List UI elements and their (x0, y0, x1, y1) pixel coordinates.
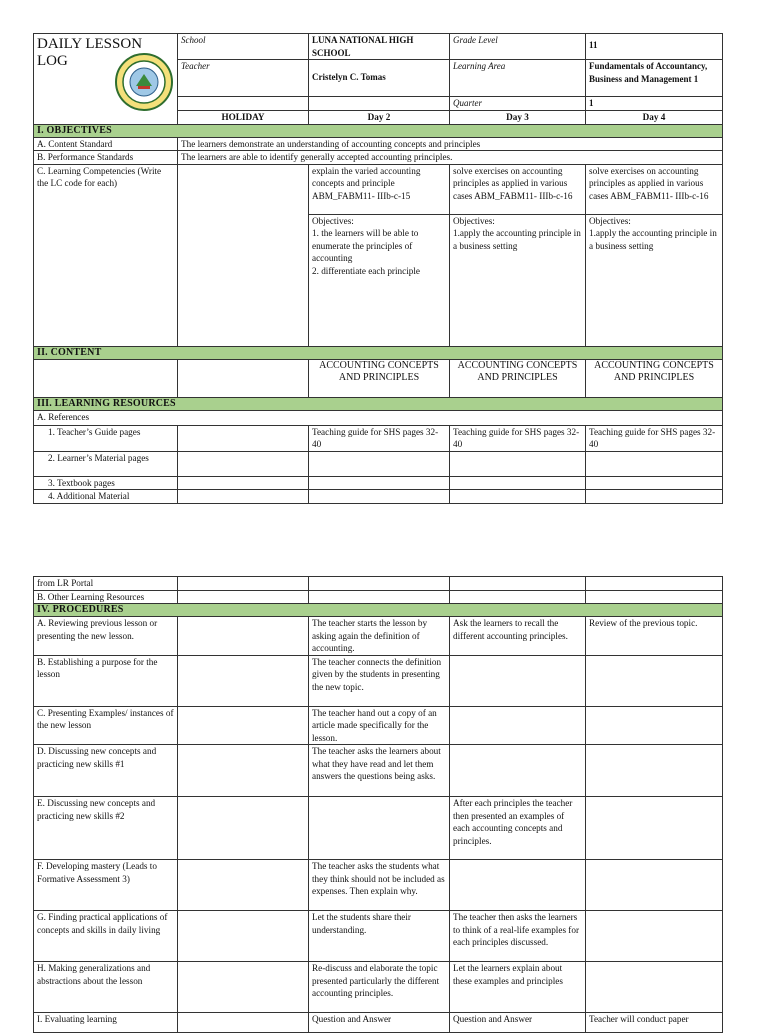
blank-cell (450, 490, 586, 504)
tg-day4: Teaching guide for SHS pages 32-40 (586, 425, 723, 451)
procedure-day4 (586, 745, 723, 797)
blank-cell (178, 97, 309, 111)
procedure-day1 (178, 745, 309, 797)
procedure-day2: Re-discuss and elaborate the topic presented particularly the different accounting principles. (309, 962, 450, 1013)
blank-cell (309, 590, 450, 604)
procedure-label: G. Finding practical applications of concepts and skills in daily living (34, 911, 178, 962)
day-header-2: Day 2 (309, 110, 450, 124)
procedure-day4 (586, 962, 723, 1013)
procedure-row (34, 797, 723, 860)
procedure-day1 (178, 1013, 309, 1033)
procedure-day2: The teacher asks the learners about what they have read and let them answers the questions being asks. (309, 745, 450, 797)
teachers-guide-label: 1. Teacher’s Guide pages (34, 425, 178, 451)
procedure-row (34, 911, 723, 962)
objectives-day3: Objectives: 1.apply the accounting principle in a business setting (450, 214, 586, 346)
procedure-day1 (178, 706, 309, 745)
section-heading-content: II. CONTENT (34, 346, 723, 359)
objectives-day4: Objectives: 1.apply the accounting principle in a business setting (586, 214, 723, 346)
procedure-row (34, 962, 723, 1013)
competency-day1 (178, 164, 309, 346)
procedure-row (34, 655, 723, 706)
school-value: LUNA NATIONAL HIGH SCHOOL (309, 34, 450, 60)
procedure-day3 (450, 706, 586, 745)
procedure-day2: Question and Answer (309, 1013, 450, 1033)
blank-cell (309, 451, 450, 476)
blank-cell (586, 490, 723, 504)
lr-portal-label: from LR Portal (34, 577, 178, 591)
content-standard-label: A. Content Standard (34, 137, 178, 151)
procedure-label: A. Reviewing previous lesson or presenting the new lesson. (34, 617, 178, 656)
procedure-day4 (586, 706, 723, 745)
procedure-day4: Review of the previous topic. (586, 617, 723, 656)
procedure-day2: The teacher asks the students what they think should not be included as expenses. Then explain why. (309, 860, 450, 911)
grade-level-label: Grade Level (450, 34, 586, 60)
section-heading-procedures: IV. PROCEDURES (34, 604, 723, 617)
blank-cell (450, 577, 586, 591)
tg-day1 (178, 425, 309, 451)
topic-day4: ACCOUNTING CONCEPTS AND PRINCIPLES (586, 359, 723, 397)
references-label: A. References (34, 410, 723, 425)
header-title-cell (34, 34, 178, 125)
procedure-day1 (178, 911, 309, 962)
procedure-day4 (586, 797, 723, 860)
additional-material-label: 4. Additional Material (34, 490, 178, 504)
learning-area-label: Learning Area (450, 60, 586, 97)
procedure-label: E. Discussing new concepts and practicing new skills #2 (34, 797, 178, 860)
other-resources-label: B. Other Learning Resources (34, 590, 178, 604)
textbook-label: 3. Textbook pages (34, 476, 178, 490)
procedure-label: C. Presenting Examples/ instances of the new lesson (34, 706, 178, 745)
procedure-label: I. Evaluating learning (34, 1013, 178, 1033)
procedure-row (34, 860, 723, 911)
competency-day4: solve exercises on accounting principles as applied in various cases ABM_FABM11- IIIb-c-16 (586, 164, 723, 214)
procedure-label: F. Developing mastery (Leads to Formative Assessment 3) (34, 860, 178, 911)
procedure-day2: The teacher starts the lesson by asking again the definition of accounting. (309, 617, 450, 656)
blank-cell (309, 97, 450, 111)
procedure-day1 (178, 797, 309, 860)
procedure-day1 (178, 860, 309, 911)
lesson-log-page-2 (33, 576, 722, 1033)
school-seal-logo (114, 52, 174, 112)
procedure-day3 (450, 655, 586, 706)
procedure-day3: The teacher then asks the learners to think of a real-life examples for each principles discussed. (450, 911, 586, 962)
blank-cell (450, 476, 586, 490)
blank-cell (586, 590, 723, 604)
blank-cell (309, 577, 450, 591)
lesson-log-page-1 (33, 33, 722, 504)
blank-cell (450, 451, 586, 476)
blank-cell (34, 359, 178, 397)
procedure-day3: After each principles the teacher then presented an examples of each accounting concepts and principles. (450, 797, 586, 860)
teacher-label: Teacher (178, 60, 309, 97)
blank-cell (586, 451, 723, 476)
learners-material-label: 2. Learner’s Material pages (34, 451, 178, 476)
blank-cell (586, 476, 723, 490)
blank-cell (309, 490, 450, 504)
blank-cell (178, 476, 309, 490)
learning-competencies-label: C. Learning Competencies (Write the LC code for each) (34, 164, 178, 346)
section-heading-resources: III. LEARNING RESOURCES (34, 397, 723, 410)
topic-day2: ACCOUNTING CONCEPTS AND PRINCIPLES (309, 359, 450, 397)
procedure-day1 (178, 962, 309, 1013)
quarter-value: 1 (586, 97, 723, 111)
tg-day3: Teaching guide for SHS pages 32-40 (450, 425, 586, 451)
procedure-day2: The teacher hand out a copy of an article made specifically for the lesson. (309, 706, 450, 745)
blank-cell (309, 476, 450, 490)
page-title: DAILY LESSON LOG (37, 36, 143, 69)
day-header-1: HOLIDAY (178, 110, 309, 124)
procedure-day4: Teacher will conduct paper (586, 1013, 723, 1033)
procedure-row (34, 617, 723, 656)
day-header-3: Day 3 (450, 110, 586, 124)
competency-day3: solve exercises on accounting principles as applied in various cases ABM_FABM11- IIIb-c-16 (450, 164, 586, 214)
blank-cell (450, 590, 586, 604)
section-heading-objectives: I. OBJECTIVES (34, 124, 723, 137)
procedure-row (34, 745, 723, 797)
procedure-label: H. Making generalizations and abstractions about the lesson (34, 962, 178, 1013)
content-standard-text: The learners demonstrate an understanding of accounting concepts and principles (178, 137, 723, 151)
lesson-log-table-bottom (33, 576, 723, 1033)
procedure-row (34, 1013, 723, 1033)
procedure-day4 (586, 860, 723, 911)
performance-standards-label: B. Performance Standards (34, 151, 178, 165)
procedure-day3 (450, 745, 586, 797)
blank-cell (178, 590, 309, 604)
procedure-day2 (309, 797, 450, 860)
blank-cell (178, 490, 309, 504)
topic-day1 (178, 359, 309, 397)
procedure-day3: Ask the learners to recall the different accounting principles. (450, 617, 586, 656)
school-label: School (178, 34, 309, 60)
grade-level-value: 11 (586, 34, 723, 60)
procedure-day4 (586, 655, 723, 706)
procedure-label: D. Discussing new concepts and practicing new skills #1 (34, 745, 178, 797)
performance-standards-text: The learners are able to identify generally accepted accounting principles. (178, 151, 723, 165)
learning-area-value: Fundamentals of Accountancy, Business and Management 1 (586, 60, 723, 97)
blank-cell (178, 451, 309, 476)
quarter-label: Quarter (450, 97, 586, 111)
procedure-day3: Question and Answer (450, 1013, 586, 1033)
procedure-day4 (586, 911, 723, 962)
procedure-row (34, 706, 723, 745)
blank-cell (586, 577, 723, 591)
day-header-4: Day 4 (586, 110, 723, 124)
teacher-value: Cristelyn C. Tomas (309, 60, 450, 97)
objectives-day2: Objectives: 1. the learners will be able to enumerate the principles of accounting 2. differentiate each principle (309, 214, 450, 346)
procedure-label: B. Establishing a purpose for the lesson (34, 655, 178, 706)
blank-cell (178, 577, 309, 591)
procedure-day3 (450, 860, 586, 911)
procedure-day1 (178, 655, 309, 706)
procedure-day2: The teacher connects the definition given by the students in presenting the new topic. (309, 655, 450, 706)
procedure-day2: Let the students share their understanding. (309, 911, 450, 962)
tg-day2: Teaching guide for SHS pages 32-40 (309, 425, 450, 451)
competency-day2: explain the varied accounting concepts and principle ABM_FABM11- IIIb-c-15 (309, 164, 450, 214)
procedure-day3: Let the learners explain about these examples and principles (450, 962, 586, 1013)
topic-day3: ACCOUNTING CONCEPTS AND PRINCIPLES (450, 359, 586, 397)
lesson-log-table-top (33, 33, 723, 504)
procedure-day1 (178, 617, 309, 656)
